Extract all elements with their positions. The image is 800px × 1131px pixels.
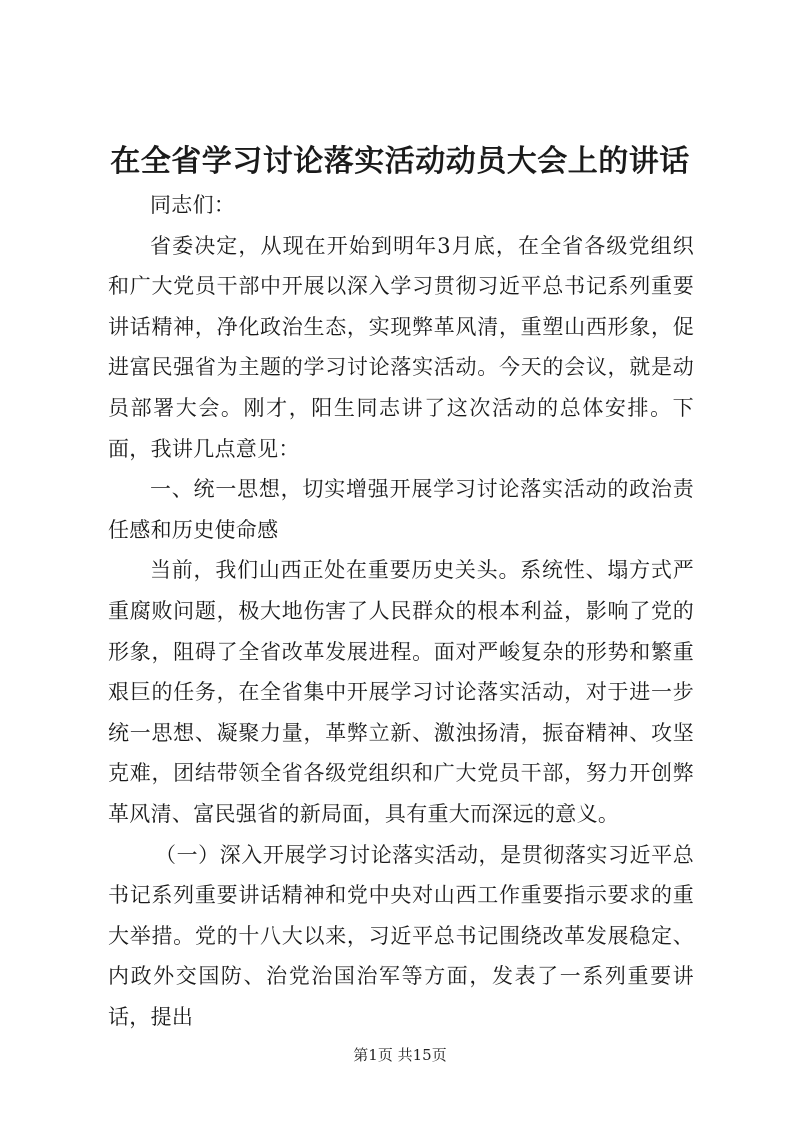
paragraph-intro: 省委决定，从现在开始到明年3月底，在全省各级党组织和广大党员干部中开展以深入学习贯彻习近平总书记系列重要讲话精神，净化政治生态，实现弊革风清，重塑山西形象，促进富民强省为主题的学习讨论落实活动。今天的会议，就是动员部署大会。刚才，阳生同志讲了这次活动的总体安排。下面，我讲几点意见： [108,233,694,461]
salutation: 同志们： [150,193,236,217]
paragraph-context: 当前，我们山西正处在重要历史关头。系统性、塌方式严重腐败问题，极大地伤害了人民群众的根本利益，影响了党的形象，阻碍了全省改革发展进程。面对严峻复杂的形势和繁重艰巨的任务，在全省集中开展学习讨论落实活动，对于进一步统一思想、凝聚力量，革弊立新、激浊扬清，振奋精神、攻坚克难，团结带领全省各级党组织和广大党员干部，努力开创弊革风清、富民强省的新局面，具有重大而深远的意义。 [108,558,694,826]
subsection-1: （一）深入开展学习讨论落实活动，是贯彻落实习近平总书记系列重要讲话精神和党中央对山西工作重要指示要求的重大举措。党的十八大以来，习近平总书记围绕改革发展稳定、内政外交国防、治党治国治军等方面，发表了一系列重要讲话，提出 [108,842,694,1029]
section-heading-1: 一、统一思想，切实增强开展学习讨论落实活动的政治责任感和历史使命感 [108,477,694,542]
document-title: 在全省学习讨论落实活动动员大会上的讲话 [110,144,690,179]
page-number-footer: 第1页 共15页 [353,1046,447,1064]
document-body [108,185,694,1037]
